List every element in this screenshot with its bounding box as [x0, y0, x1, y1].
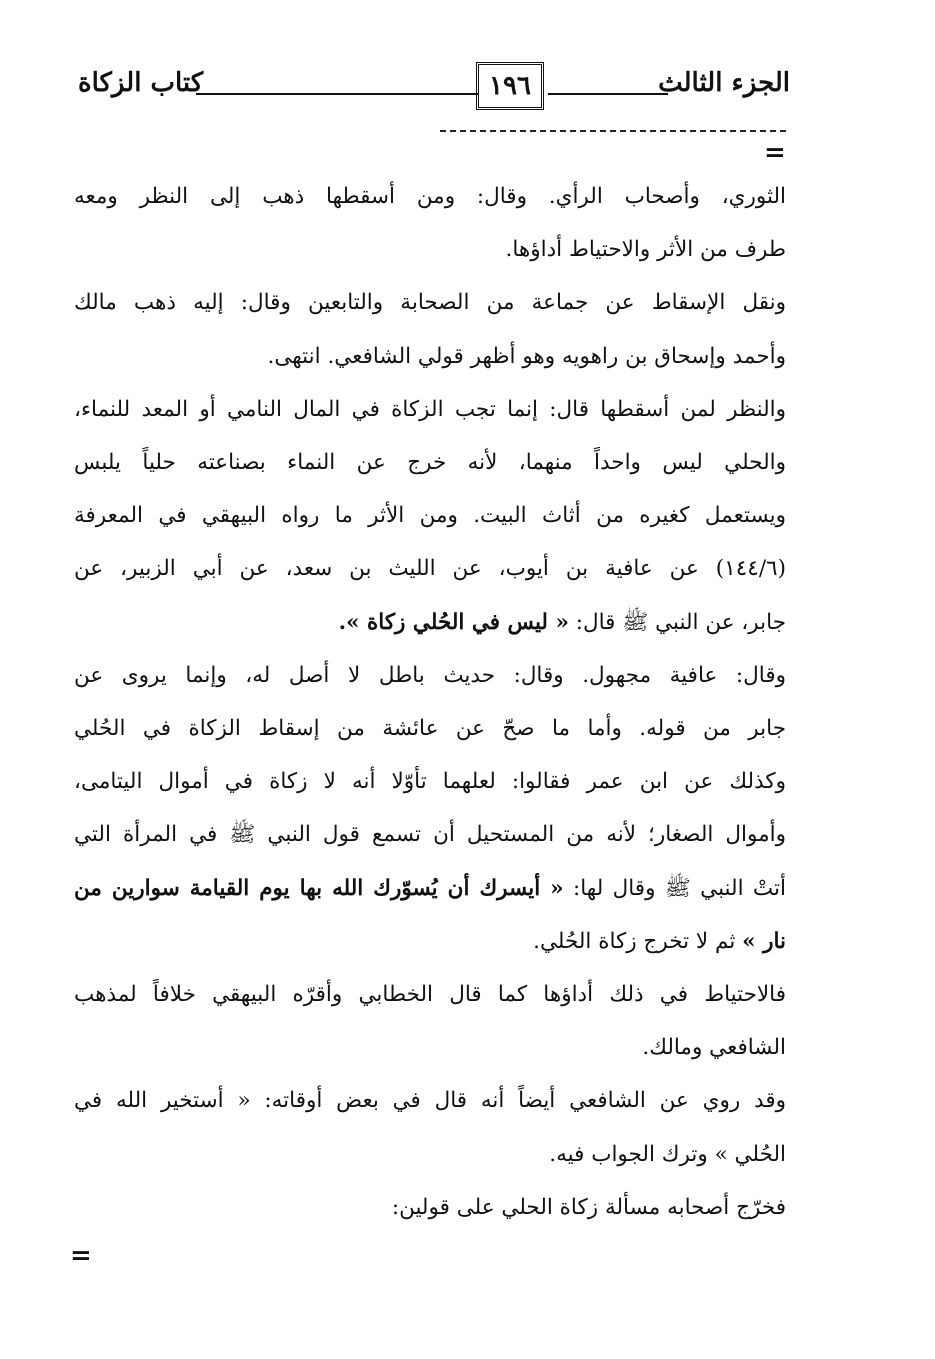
text-line: وأحمد وإسحاق بن راهويه وهو أظهر قولي الشافعي. انتهى. [267, 343, 786, 369]
part-title: الجزء الثالث [658, 68, 790, 98]
page-header [78, 60, 790, 120]
main-text [74, 170, 786, 1234]
hadith-quote-end: نار » [742, 928, 786, 954]
text-line [74, 1074, 786, 1127]
text-segment: وترك الجواب فيه. [549, 1141, 708, 1167]
text-line: وأموال الصغار؛ لأنه من المستحيل أن تسمع قول النبي ﷺ في المرأة التي [74, 822, 786, 848]
header-rule-left [196, 93, 478, 95]
hadith-quote: « ليس في الحُلي زكاة ». [338, 609, 569, 635]
text-line: ونقل الإسقاط عن جماعة من الصحابة والتابعين وقال: إليه ذهب مالك [74, 290, 786, 316]
continuation-mark-bottom: = [70, 1241, 92, 1271]
text-segment: ثم لا تخرج زكاة الحُلي. [533, 928, 736, 954]
text-line: (١٤٤/٦) عن عافية بن أيوب، عن الليث بن سعد، عن أبي الزبير، عن [74, 556, 786, 582]
text-line: ويستعمل كغيره من أثاث البيت. ومن الأثر ما رواه البيهقي في المعرفة [74, 503, 786, 529]
text-line: الثوري، وأصحاب الرأي. وقال: ومن أسقطها ذهب إلى النظر ومعه [74, 184, 786, 209]
text-line: الشافعي ومالك. [642, 1035, 786, 1061]
text-line: وقال: عافية مجهول. وقال: حديث باطل لا أصل له، وإنما يروى عن [74, 662, 786, 688]
text-line: والنظر لمن أسقطها قال: إنما تجب الزكاة في المال النامي أو المعد للنماء، [74, 396, 786, 422]
text-line [74, 596, 786, 649]
text-line: فخرّج أصحابه مسألة زكاة الحلي على قولين: [391, 1194, 786, 1220]
text-segment: وقد روي عن الشافعي أيضاً أنه قال في بعض أوقاته: [264, 1088, 786, 1114]
quote: « أستخير الله في [74, 1088, 251, 1114]
text-line: فالاحتياط في ذلك أداؤها كما قال الخطابي وأقرّه البيهقي خلافاً لمذهب [74, 982, 786, 1008]
text-segment: أتتْ النبي ﷺ وقال لها: [573, 875, 786, 901]
text-line: جابر من قوله. وأما ما صحّ عن عائشة من إسقاط الزكاة في الحُلي [74, 716, 786, 742]
quote-end: الحُلي » [714, 1141, 786, 1167]
text-line: طرف من الأثر والاحتياط أداؤها. [505, 237, 786, 263]
header-rule-right [548, 93, 668, 95]
text-line: وكذلك عن ابن عمر فقالوا: لعلهما تأوّلا أنه لا زكاة في أموال اليتامى، [74, 769, 786, 795]
page-number: ١٩٦ [476, 62, 544, 110]
dashed-separator [440, 130, 786, 132]
text-line [74, 915, 786, 968]
text-line: والحلي ليس واحداً منهما، لأنه خرج عن النماء بصناعته حلياً يلبس [74, 450, 786, 476]
continuation-mark-top: = [764, 138, 786, 168]
book-title: كتاب الزكاة [78, 68, 204, 98]
text-segment: جابر، عن النبي ﷺ قال: [575, 609, 786, 635]
hadith-quote: « أيسرك أن يُسوّرك الله بها يوم القيامة سوارين من [74, 875, 564, 901]
text-line [74, 1128, 786, 1181]
text-line [74, 862, 786, 915]
